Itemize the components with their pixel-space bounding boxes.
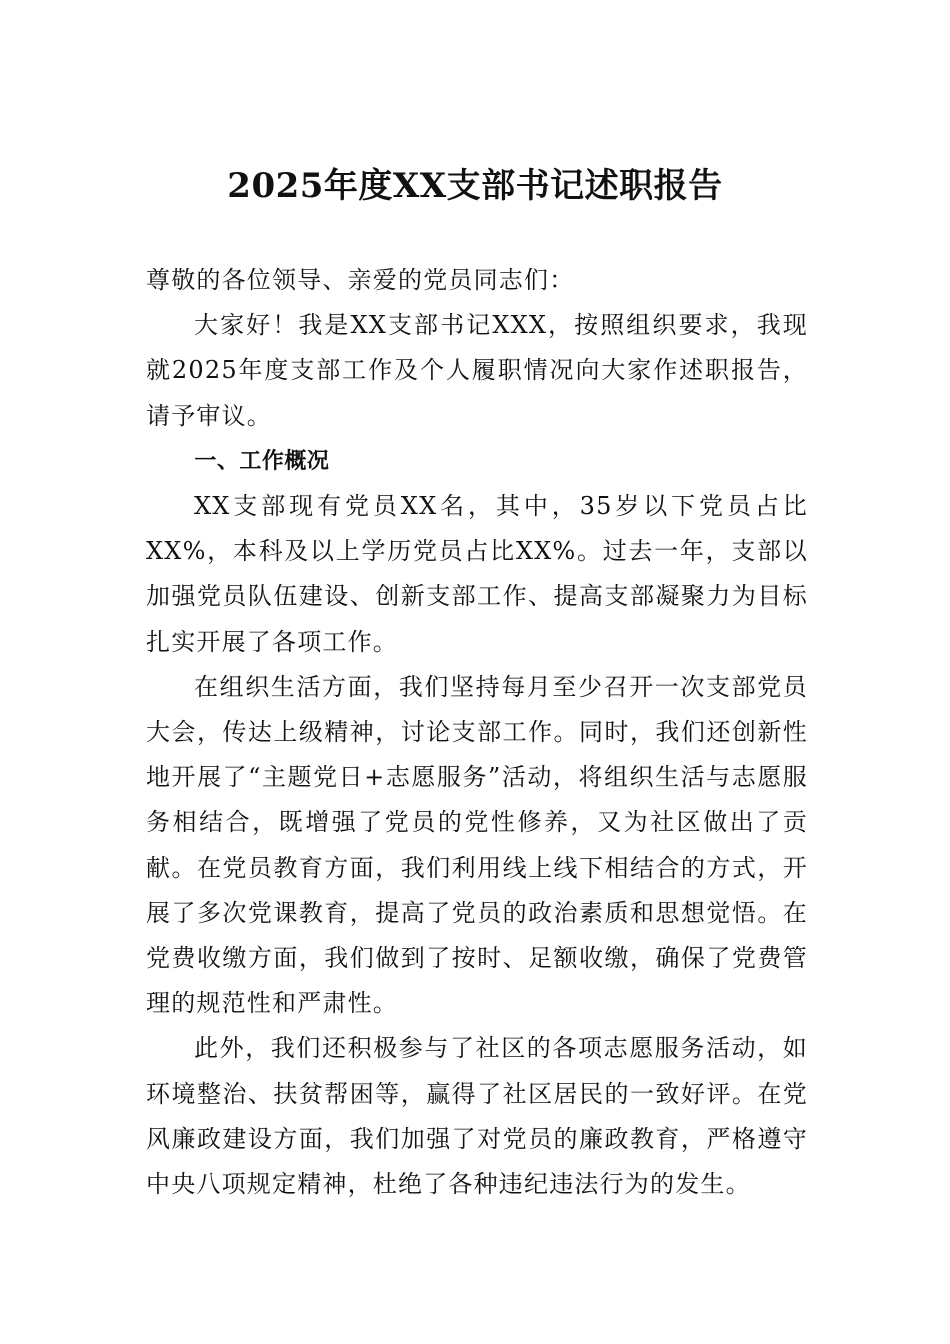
paragraph-branch-profile: XX支部现有党员XX名，其中，35岁以下党员占比XX%，本科及以上学历党员占比XX%。过去一年，支部以加强党员队伍建设、创新支部工作、提高支部凝聚力为目标扎实开展了各项工作。 bbox=[146, 492, 808, 656]
salutation: 尊敬的各位领导、亲爱的党员同志们： bbox=[146, 266, 575, 294]
paragraph-volunteer-integrity: 此外，我们还积极参与了社区的各项志愿服务活动，如环境整治、扶贫帮困等，赢得了社区居民的一致好评。在党风廉政建设方面，我们加强了对党员的廉政教育，严格遵守中央八项规定精神，杜绝了各种违纪违法行为的发生。 bbox=[146, 1034, 808, 1199]
paragraph-organization-life: 在组织生活方面，我们坚持每月至少召开一次支部党员大会，传达上级精神，讨论支部工作。同时，我们还创新性地开展了“主题党日+志愿服务”活动，将组织生活与志愿服务相结合，既增强了党员的党性修养，又为社区做出了贡献。在党员教育方面，我们利用线上线下相结合的方式，开展了多次党课教育，提高了党员的政治素质和思想觉悟。在党费收缴方面，我们做到了按时、足额收缴，确保了党费管理的规范性和严肃性。 bbox=[146, 672, 808, 1018]
intro-paragraph: 大家好！我是XX支部书记XXX，按照组织要求，我现就2025年度支部工作及个人履职情况向大家作述职报告，请予审议。 bbox=[146, 311, 808, 430]
document-body bbox=[146, 258, 808, 1207]
document-title: 2025年度XX支部书记述职报告 bbox=[227, 166, 723, 206]
section-heading-overview: 一、工作概况 bbox=[194, 448, 330, 474]
